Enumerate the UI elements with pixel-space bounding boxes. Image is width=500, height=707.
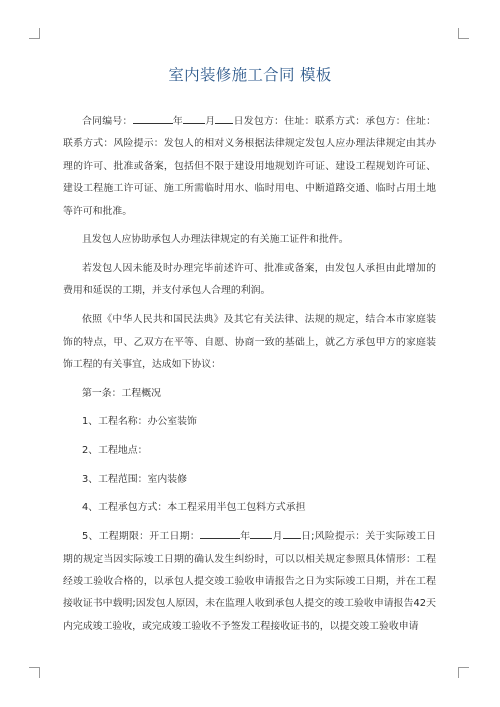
blank-start-year — [200, 529, 240, 539]
document-title: 室内装修施工合同 模板 — [168, 66, 332, 84]
month-label-2: 月 — [272, 531, 283, 543]
item-project-name: 1、工程名称：办公室装饰 — [82, 416, 197, 428]
blank-start-day — [283, 529, 301, 539]
paragraph-contract-header — [63, 111, 436, 223]
document-body — [63, 111, 436, 645]
year-label: 年 — [172, 116, 184, 127]
paragraph-text: 日;风险提示：关于实际竣工日期的规定当因实际竣工日期的确认发生纠纷时，可以以相关规定参照具体情形：工程经竣工验收合格的，以承包人提交竣工验收申请报告之日为实际竣工日期，并在工程接收证书中载明;因发包人原因，未在监理人收到承包人提交的竣工验收申请报告42天内完成竣工验收，或完成竣工验收不予签发工程接收证书的，以提交竣工验收申请 — [63, 531, 436, 632]
item-project-period — [63, 526, 436, 638]
item-contract-method: 4、工程承包方式：本工程采用半包工包料方式承担 — [82, 502, 306, 514]
contract-number-label: 合同编号： — [82, 116, 133, 127]
blank-day — [215, 114, 233, 124]
month-label: 月 — [205, 116, 216, 127]
crop-mark-top-left — [29, 28, 40, 39]
blank-start-month — [250, 529, 272, 539]
paragraph-3: 若发包人因未能及时办理完毕前述许可、批准或备案，由发包人承担由此增加的费用和延误的工期，并支付承包人合理的利润。 — [63, 263, 436, 297]
paragraph-4: 依照《中华人民共和国民法典》及其它有关法律、法规的规定，结合本市家庭装饰的特点，甲、乙双方在平等、自愿、协商一致的基础上，就乙方承包甲方的家庭装饰工程的有关事宜，达成如下协议： — [63, 314, 436, 370]
item-project-scope: 3、工程范围：室内装修 — [82, 473, 188, 485]
crop-mark-bottom-right — [458, 667, 469, 678]
start-date-label: 5、工程期限：开工日期： — [82, 531, 200, 543]
paragraph-text: 日发包方：住址：联系方式：承包方：住址：联系方式：风险提示：发包人的相对义务根据法律规定发包人应办理法律规定由其办理的许可、批准或备案，包括但不限于建设用地规划许可证、建设工程规划许可证、建设工程施工许可证、施工所需临时用水、临时用电、中断道路交通、临时占用土地等许可和批准。 — [63, 116, 436, 217]
section-heading-1: 第一条：工程概况 — [82, 387, 162, 399]
year-label-2: 年 — [239, 531, 251, 543]
blank-month — [183, 114, 205, 124]
paragraph-2: 且发包人应协助承包人办理法律规定的有关施工证件和批件。 — [82, 234, 349, 246]
item-project-location: 2、工程地点： — [82, 445, 148, 457]
crop-mark-bottom-left — [29, 667, 40, 678]
crop-mark-top-right — [458, 28, 469, 39]
blank-contract-number — [133, 114, 173, 124]
